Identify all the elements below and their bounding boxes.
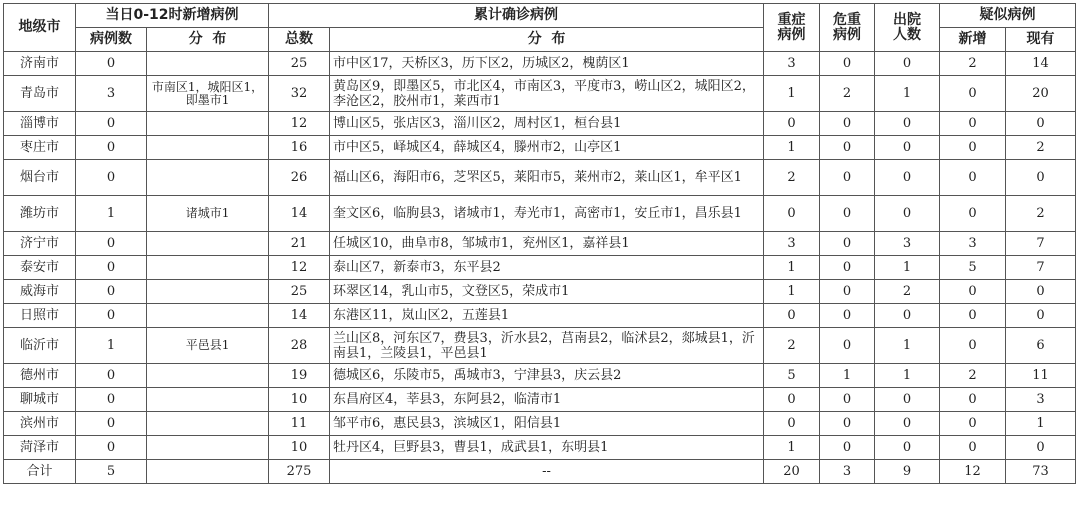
severe-cell: 1 — [764, 436, 820, 460]
dist-cell: 博山区5，张店区3，淄川区2，周村区1，桓台县1 — [330, 112, 764, 136]
severe-cell: 1 — [764, 280, 820, 304]
total-severe-cell: 20 — [764, 460, 820, 484]
total-dist-cell: -- — [330, 460, 764, 484]
dist-cell: 东昌府区4，莘县3，东阿县2，临清市1 — [330, 388, 764, 412]
critical-cell: 0 — [820, 232, 875, 256]
header-city: 地级市 — [4, 4, 76, 52]
table-row — [4, 436, 1076, 460]
suspect-current-cell: 0 — [1006, 280, 1076, 304]
header-critical — [820, 4, 875, 52]
dist-cell: 市中区5，峄城区4，薛城区4，滕州市2，山亭区1 — [330, 136, 764, 160]
header-critical-line1: 危重 — [833, 11, 862, 28]
severe-cell: 3 — [764, 52, 820, 76]
city-cell: 菏泽市 — [4, 436, 76, 460]
critical-cell: 0 — [820, 112, 875, 136]
total-cell: 14 — [269, 196, 330, 232]
table-row — [4, 256, 1076, 280]
suspect-current-cell: 11 — [1006, 364, 1076, 388]
critical-cell: 0 — [820, 52, 875, 76]
discharged-cell: 1 — [875, 328, 940, 364]
header-suspect-current: 现有 — [1006, 28, 1076, 52]
table-row — [4, 412, 1076, 436]
suspect-new-cell: 2 — [940, 364, 1006, 388]
suspect-current-cell: 2 — [1006, 136, 1076, 160]
dist-cell: 邹平市6，惠民县3，滨城区1，阳信县1 — [330, 412, 764, 436]
dist-cell: 牡丹区4，巨野县3，曹县1，成武县1，东明县1 — [330, 436, 764, 460]
table-row — [4, 388, 1076, 412]
total-cell: 21 — [269, 232, 330, 256]
header-new-count: 病例数 — [76, 28, 147, 52]
table-row — [4, 112, 1076, 136]
city-cell: 德州市 — [4, 364, 76, 388]
severe-cell: 2 — [764, 160, 820, 196]
critical-cell: 0 — [820, 328, 875, 364]
new-count-cell: 0 — [76, 364, 147, 388]
new-dist-cell — [147, 232, 269, 256]
new-dist-cell — [147, 412, 269, 436]
table-row — [4, 52, 1076, 76]
new-dist-cell — [147, 160, 269, 196]
severe-cell: 0 — [764, 388, 820, 412]
suspect-new-cell: 0 — [940, 160, 1006, 196]
discharged-cell: 0 — [875, 136, 940, 160]
header-cum-total: 总数 — [269, 28, 330, 52]
new-count-cell: 0 — [76, 412, 147, 436]
table-row — [4, 196, 1076, 232]
city-cell: 枣庄市 — [4, 136, 76, 160]
critical-cell: 2 — [820, 76, 875, 112]
total-cell: 32 — [269, 76, 330, 112]
discharged-cell: 2 — [875, 280, 940, 304]
critical-cell: 0 — [820, 256, 875, 280]
severe-cell: 1 — [764, 76, 820, 112]
header-cum-group: 累计确诊病例 — [269, 4, 764, 28]
total-new-count-cell: 5 — [76, 460, 147, 484]
suspect-new-cell: 0 — [940, 412, 1006, 436]
suspect-current-cell: 3 — [1006, 388, 1076, 412]
suspect-current-cell: 20 — [1006, 76, 1076, 112]
city-cell: 济南市 — [4, 52, 76, 76]
suspect-new-cell: 0 — [940, 136, 1006, 160]
table-body — [4, 52, 1076, 484]
new-dist-cell: 市南区1，城阳区1，即墨市1 — [147, 76, 269, 112]
new-count-cell: 0 — [76, 436, 147, 460]
suspect-current-cell: 6 — [1006, 328, 1076, 364]
city-cell: 泰安市 — [4, 256, 76, 280]
total-cell: 14 — [269, 304, 330, 328]
suspect-new-cell: 0 — [940, 436, 1006, 460]
severe-cell: 3 — [764, 232, 820, 256]
total-suspect-current-cell: 73 — [1006, 460, 1076, 484]
new-dist-cell — [147, 52, 269, 76]
suspect-new-cell: 0 — [940, 328, 1006, 364]
severe-cell: 1 — [764, 256, 820, 280]
city-cell: 威海市 — [4, 280, 76, 304]
header-discharged-line1: 出院 — [893, 11, 922, 28]
city-cell: 济宁市 — [4, 232, 76, 256]
new-count-cell: 0 — [76, 112, 147, 136]
total-discharged-cell: 9 — [875, 460, 940, 484]
new-dist-cell — [147, 112, 269, 136]
dist-cell: 福山区6，海阳市6，芝罘区5，莱阳市5，莱州市2，莱山区1，牟平区1 — [330, 160, 764, 196]
total-new-dist-cell — [147, 460, 269, 484]
severe-cell: 5 — [764, 364, 820, 388]
new-count-cell: 1 — [76, 196, 147, 232]
total-total-cell: 275 — [269, 460, 330, 484]
case-table — [3, 3, 1076, 484]
new-dist-cell — [147, 364, 269, 388]
suspect-new-cell: 5 — [940, 256, 1006, 280]
header-severe — [764, 4, 820, 52]
city-cell: 青岛市 — [4, 76, 76, 112]
total-cell: 12 — [269, 112, 330, 136]
case-table-container — [3, 3, 1075, 484]
new-count-cell: 1 — [76, 328, 147, 364]
table-row — [4, 76, 1076, 112]
dist-cell: 德城区6，乐陵市5，禹城市3，宁津县3，庆云县2 — [330, 364, 764, 388]
dist-cell: 环翠区14，乳山市5，文登区5，荣成市1 — [330, 280, 764, 304]
table-row — [4, 304, 1076, 328]
suspect-current-cell: 2 — [1006, 196, 1076, 232]
table-row — [4, 160, 1076, 196]
new-count-cell: 0 — [76, 232, 147, 256]
header-cum-dist: 分 布 — [330, 28, 764, 52]
discharged-cell: 3 — [875, 232, 940, 256]
new-dist-cell: 平邑县1 — [147, 328, 269, 364]
suspect-current-cell: 7 — [1006, 232, 1076, 256]
severe-cell: 0 — [764, 112, 820, 136]
city-cell: 临沂市 — [4, 328, 76, 364]
table-row — [4, 280, 1076, 304]
severe-cell: 0 — [764, 196, 820, 232]
header-suspect-group: 疑似病例 — [940, 4, 1076, 28]
total-suspect-new-cell: 12 — [940, 460, 1006, 484]
critical-cell: 0 — [820, 280, 875, 304]
header-new-dist: 分 布 — [147, 28, 269, 52]
critical-cell: 0 — [820, 388, 875, 412]
new-count-cell: 0 — [76, 280, 147, 304]
suspect-new-cell: 0 — [940, 280, 1006, 304]
dist-cell: 奎文区6，临朐县3，诸城市1，寿光市1，高密市1，安丘市1，昌乐县1 — [330, 196, 764, 232]
discharged-cell: 0 — [875, 388, 940, 412]
header-suspect-new: 新增 — [940, 28, 1006, 52]
new-dist-cell — [147, 280, 269, 304]
header-critical-line2: 病例 — [833, 26, 862, 43]
critical-cell: 0 — [820, 304, 875, 328]
new-dist-cell — [147, 304, 269, 328]
new-dist-cell — [147, 436, 269, 460]
header-severe-line2: 病例 — [777, 26, 806, 43]
new-dist-cell — [147, 388, 269, 412]
header-discharged — [875, 4, 940, 52]
critical-cell: 0 — [820, 412, 875, 436]
suspect-new-cell: 2 — [940, 52, 1006, 76]
city-cell: 潍坊市 — [4, 196, 76, 232]
table-row — [4, 232, 1076, 256]
total-cell: 19 — [269, 364, 330, 388]
table-row — [4, 136, 1076, 160]
dist-cell: 泰山区7，新泰市3，东平县2 — [330, 256, 764, 280]
total-row — [4, 460, 1076, 484]
discharged-cell: 0 — [875, 52, 940, 76]
new-count-cell: 0 — [76, 388, 147, 412]
new-dist-cell — [147, 256, 269, 280]
new-dist-cell — [147, 136, 269, 160]
dist-cell: 任城区10，曲阜市8，邹城市1，兖州区1，嘉祥县1 — [330, 232, 764, 256]
suspect-new-cell: 0 — [940, 304, 1006, 328]
suspect-current-cell: 0 — [1006, 112, 1076, 136]
header-row-1 — [4, 4, 1076, 28]
new-dist-cell: 诸城市1 — [147, 196, 269, 232]
table-row — [4, 328, 1076, 364]
total-critical-cell: 3 — [820, 460, 875, 484]
total-cell: 12 — [269, 256, 330, 280]
suspect-new-cell: 0 — [940, 112, 1006, 136]
dist-cell: 兰山区8，河东区7，费县3，沂水县2，莒南县2，临沭县2，郯城县1，沂南县1，兰陵县1，平邑县1 — [330, 328, 764, 364]
discharged-cell: 0 — [875, 304, 940, 328]
critical-cell: 0 — [820, 136, 875, 160]
new-count-cell: 0 — [76, 136, 147, 160]
header-severe-line1: 重症 — [777, 11, 806, 28]
discharged-cell: 0 — [875, 160, 940, 196]
discharged-cell: 1 — [875, 256, 940, 280]
total-cell: 10 — [269, 436, 330, 460]
new-count-cell: 0 — [76, 304, 147, 328]
total-cell: 26 — [269, 160, 330, 196]
table-row — [4, 364, 1076, 388]
suspect-current-cell: 0 — [1006, 304, 1076, 328]
city-cell: 烟台市 — [4, 160, 76, 196]
city-cell: 淄博市 — [4, 112, 76, 136]
total-cell: 10 — [269, 388, 330, 412]
suspect-current-cell: 0 — [1006, 436, 1076, 460]
suspect-new-cell: 0 — [940, 196, 1006, 232]
discharged-cell: 0 — [875, 196, 940, 232]
dist-cell: 市中区17，天桥区3，历下区2，历城区2，槐荫区1 — [330, 52, 764, 76]
critical-cell: 0 — [820, 160, 875, 196]
new-count-cell: 0 — [76, 256, 147, 280]
severe-cell: 1 — [764, 136, 820, 160]
new-count-cell: 0 — [76, 52, 147, 76]
discharged-cell: 1 — [875, 76, 940, 112]
suspect-new-cell: 0 — [940, 76, 1006, 112]
severe-cell: 0 — [764, 412, 820, 436]
total-cell: 11 — [269, 412, 330, 436]
critical-cell: 1 — [820, 364, 875, 388]
header-new-group: 当日0-12时新增病例 — [76, 4, 269, 28]
total-cell: 16 — [269, 136, 330, 160]
suspect-current-cell: 14 — [1006, 52, 1076, 76]
severe-cell: 2 — [764, 328, 820, 364]
city-cell: 聊城市 — [4, 388, 76, 412]
city-cell: 日照市 — [4, 304, 76, 328]
new-count-cell: 0 — [76, 160, 147, 196]
discharged-cell: 0 — [875, 112, 940, 136]
dist-cell: 黄岛区9，即墨区5，市北区4，市南区3，平度市3，崂山区2，城阳区2，李沧区2，胶州市1，莱西市1 — [330, 76, 764, 112]
discharged-cell: 0 — [875, 412, 940, 436]
suspect-current-cell: 7 — [1006, 256, 1076, 280]
severe-cell: 0 — [764, 304, 820, 328]
suspect-current-cell: 1 — [1006, 412, 1076, 436]
dist-cell: 东港区11，岚山区2，五莲县1 — [330, 304, 764, 328]
total-label-cell: 合计 — [4, 460, 76, 484]
critical-cell: 0 — [820, 436, 875, 460]
suspect-new-cell: 0 — [940, 388, 1006, 412]
discharged-cell: 1 — [875, 364, 940, 388]
total-cell: 25 — [269, 52, 330, 76]
discharged-cell: 0 — [875, 436, 940, 460]
suspect-current-cell: 0 — [1006, 160, 1076, 196]
header-discharged-line2: 人数 — [893, 26, 922, 43]
total-cell: 25 — [269, 280, 330, 304]
new-count-cell: 3 — [76, 76, 147, 112]
total-cell: 28 — [269, 328, 330, 364]
critical-cell: 0 — [820, 196, 875, 232]
suspect-new-cell: 3 — [940, 232, 1006, 256]
city-cell: 滨州市 — [4, 412, 76, 436]
